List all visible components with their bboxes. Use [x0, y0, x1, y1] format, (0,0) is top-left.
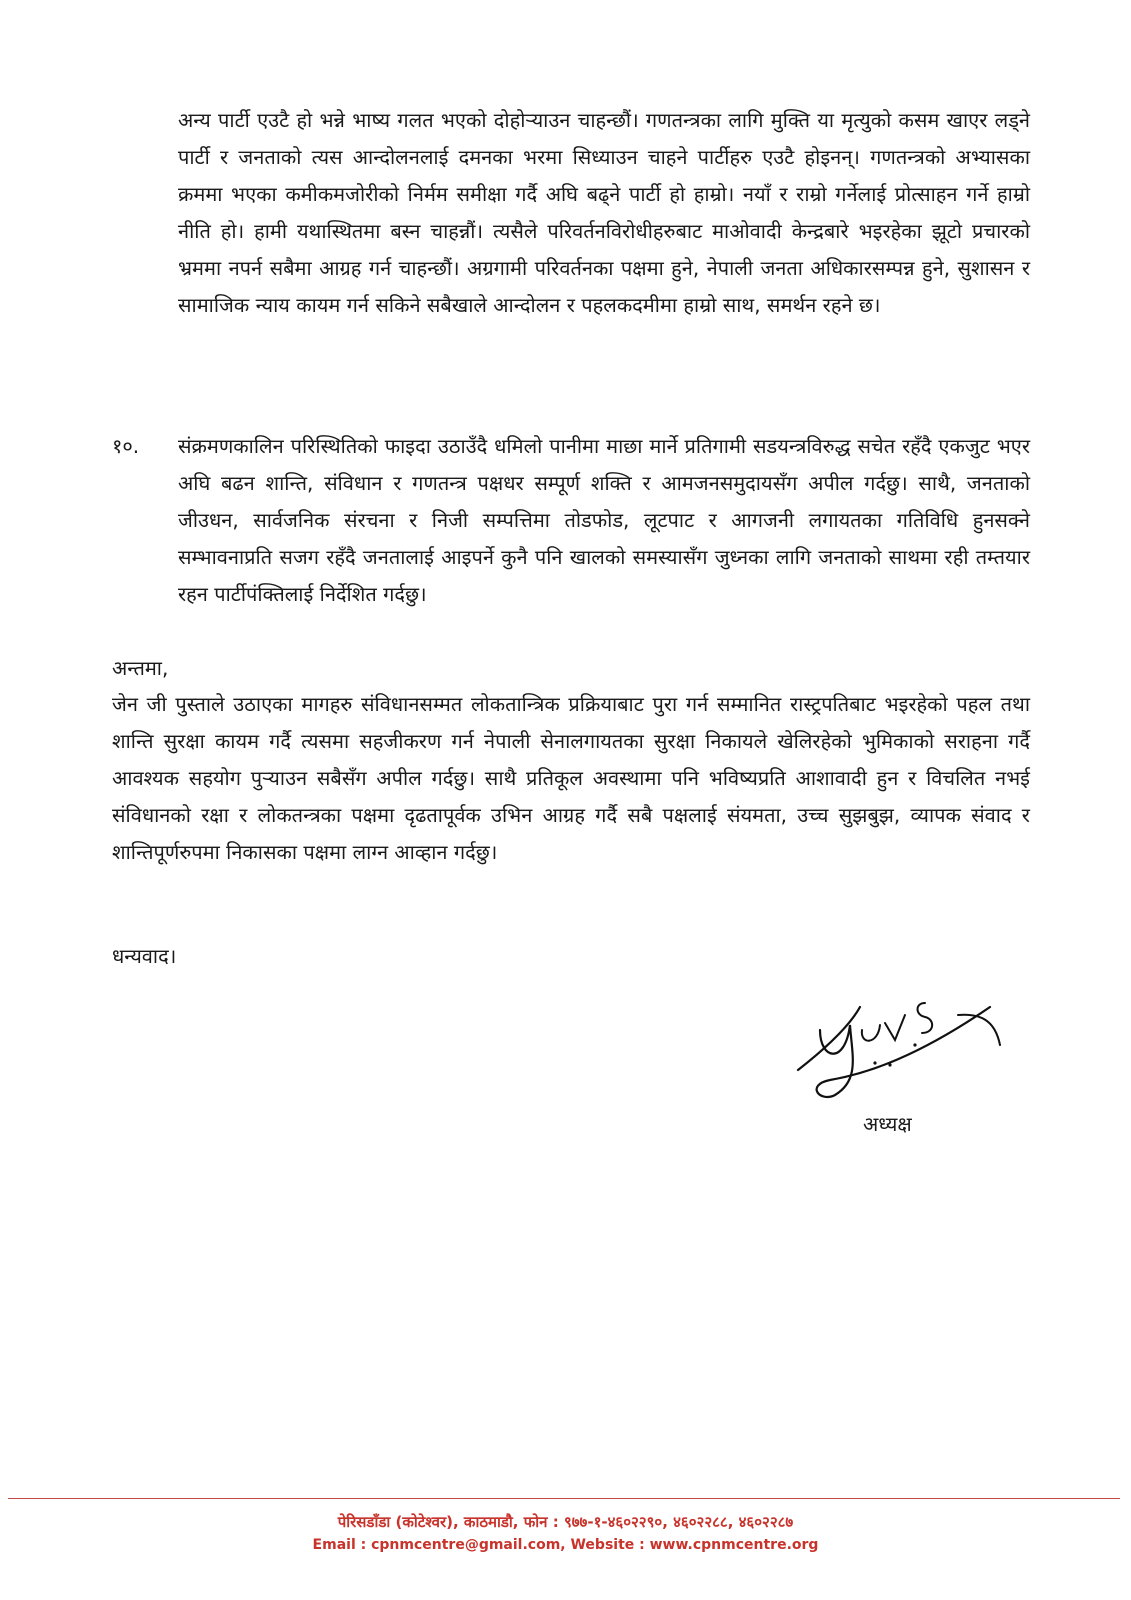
point-10-paragraph: संक्रमणकालिन परिस्थितिको फाइदा उठाउँदै धमिलो पानीमा माछा मार्ने प्रतिगामी सडयन्त्रविरुद्ध सचेत रहँदै एकजुट भएर अघि बढन शान्ति, संविधान र गणतन्त्र पक्षधर सम्पूर्ण शक्ति र आमजनसमुदायसँग अपील गर्दछु। साथै, जनताको जीउधन, सार्वजनिक संरचना र निजी सम्पत्तिमा तोडफोड, लूटपाट र आगजनी लगायतका गतिविधि हुनसक्ने सम्भावनाप्रति सजग रहँदै जनतालाई आइपर्ने कुनै पनि खालको समस्यासँग जुध्नका लागि जनताको साथमा रही तम्तयार रहन पार्टीपंक्तिलाई निर्देशित गर्दछु।: [178, 434, 1030, 606]
footer-contact: Email : cpnmcentre@gmail.com, Website : www.cpnmcentre.org: [312, 1537, 819, 1553]
closing-label: अन्तमा,: [112, 656, 169, 680]
thanks-text: धन्यवाद।: [112, 944, 177, 968]
signature-title: अध्यक्ष: [863, 1112, 912, 1136]
closing-paragraph: जेन जी पुस्ताले उठाएका मागहरु संविधानसम्मत लोकतान्त्रिक प्रक्रियाबाट पुरा गर्न सम्मानित रास्ट्रपतिबाट भइरहेको पहल तथा शान्ति सुरक्षा कायम गर्दै त्यसमा सहजीकरण गर्न नेपाली सेनालगायतका सुरक्षा निकायले खेलिरहेको भुमिकाको सराहना गर्दै आवश्यक सहयोग पुर्‍याउन सबैसँग अपील गर्दछु। साथै प्रतिकूल अवस्थामा पनि भविष्यप्रति आशावादी हुन र विचलित नभई संविधानको रक्षा र लोकतन्त्रका पक्षमा दृढतापूर्वक उभिन आग्रह गर्दै सबै पक्षलाई संयमता, उच्च सुझबुझ, व्यापक संवाद र शान्तिपूर्णरुपमा निकासका पक्षमा लाग्न आव्हान गर्दछु।: [112, 692, 1030, 864]
signature-image: [790, 985, 1010, 1105]
point-number: १०.: [112, 434, 140, 458]
footer-divider: [8, 1498, 1120, 1499]
continued-paragraph: अन्य पार्टी एउटै हो भन्ने भाष्य गलत भएको दोहोर्‍याउन चाहन्छौं। गणतन्त्रका लागि मुक्ति या मृत्युको कसम खाएर लड्ने पार्टी र जनताको त्यस आन्दोलनलाई दमनका भरमा सिध्याउन चाहने पार्टीहरु एउटै होइनन्। गणतन्त्रको अभ्यासका क्रममा भएका कमीकमजोरीको निर्मम समीक्षा गर्दै अघि बढ्ने पार्टी हो हाम्रो। नयाँ र राम्रो गर्नेलाई प्रोत्साहन गर्ने हाम्रो नीति हो। हामी यथास्थितमा बस्न चाहन्नौं। त्यसैले परिवर्तनविरोधीहरुबाट माओवादी केन्द्रबारे भइरहेका झूटो प्रचारको भ्रममा नपर्न सबैमा आग्रह गर्न चाहन्छौं। अग्रगामी परिवर्तनका पक्षमा हुने, नेपाली जनता अधिकारसम्पन्न हुने, सुशासन र सामाजिक न्याय कायम गर्न सकिने सबैखाले आन्दोलन र पहलकदमीमा हाम्रो साथ, समर्थन रहने छ।: [178, 108, 1030, 317]
footer-address: पेरिसडाँडा (कोटेश्वर), काठमाडौ, फोन : ९७७-१-४६०२२९०, ४६०२२८८, ४६०२२८७: [337, 1513, 794, 1531]
